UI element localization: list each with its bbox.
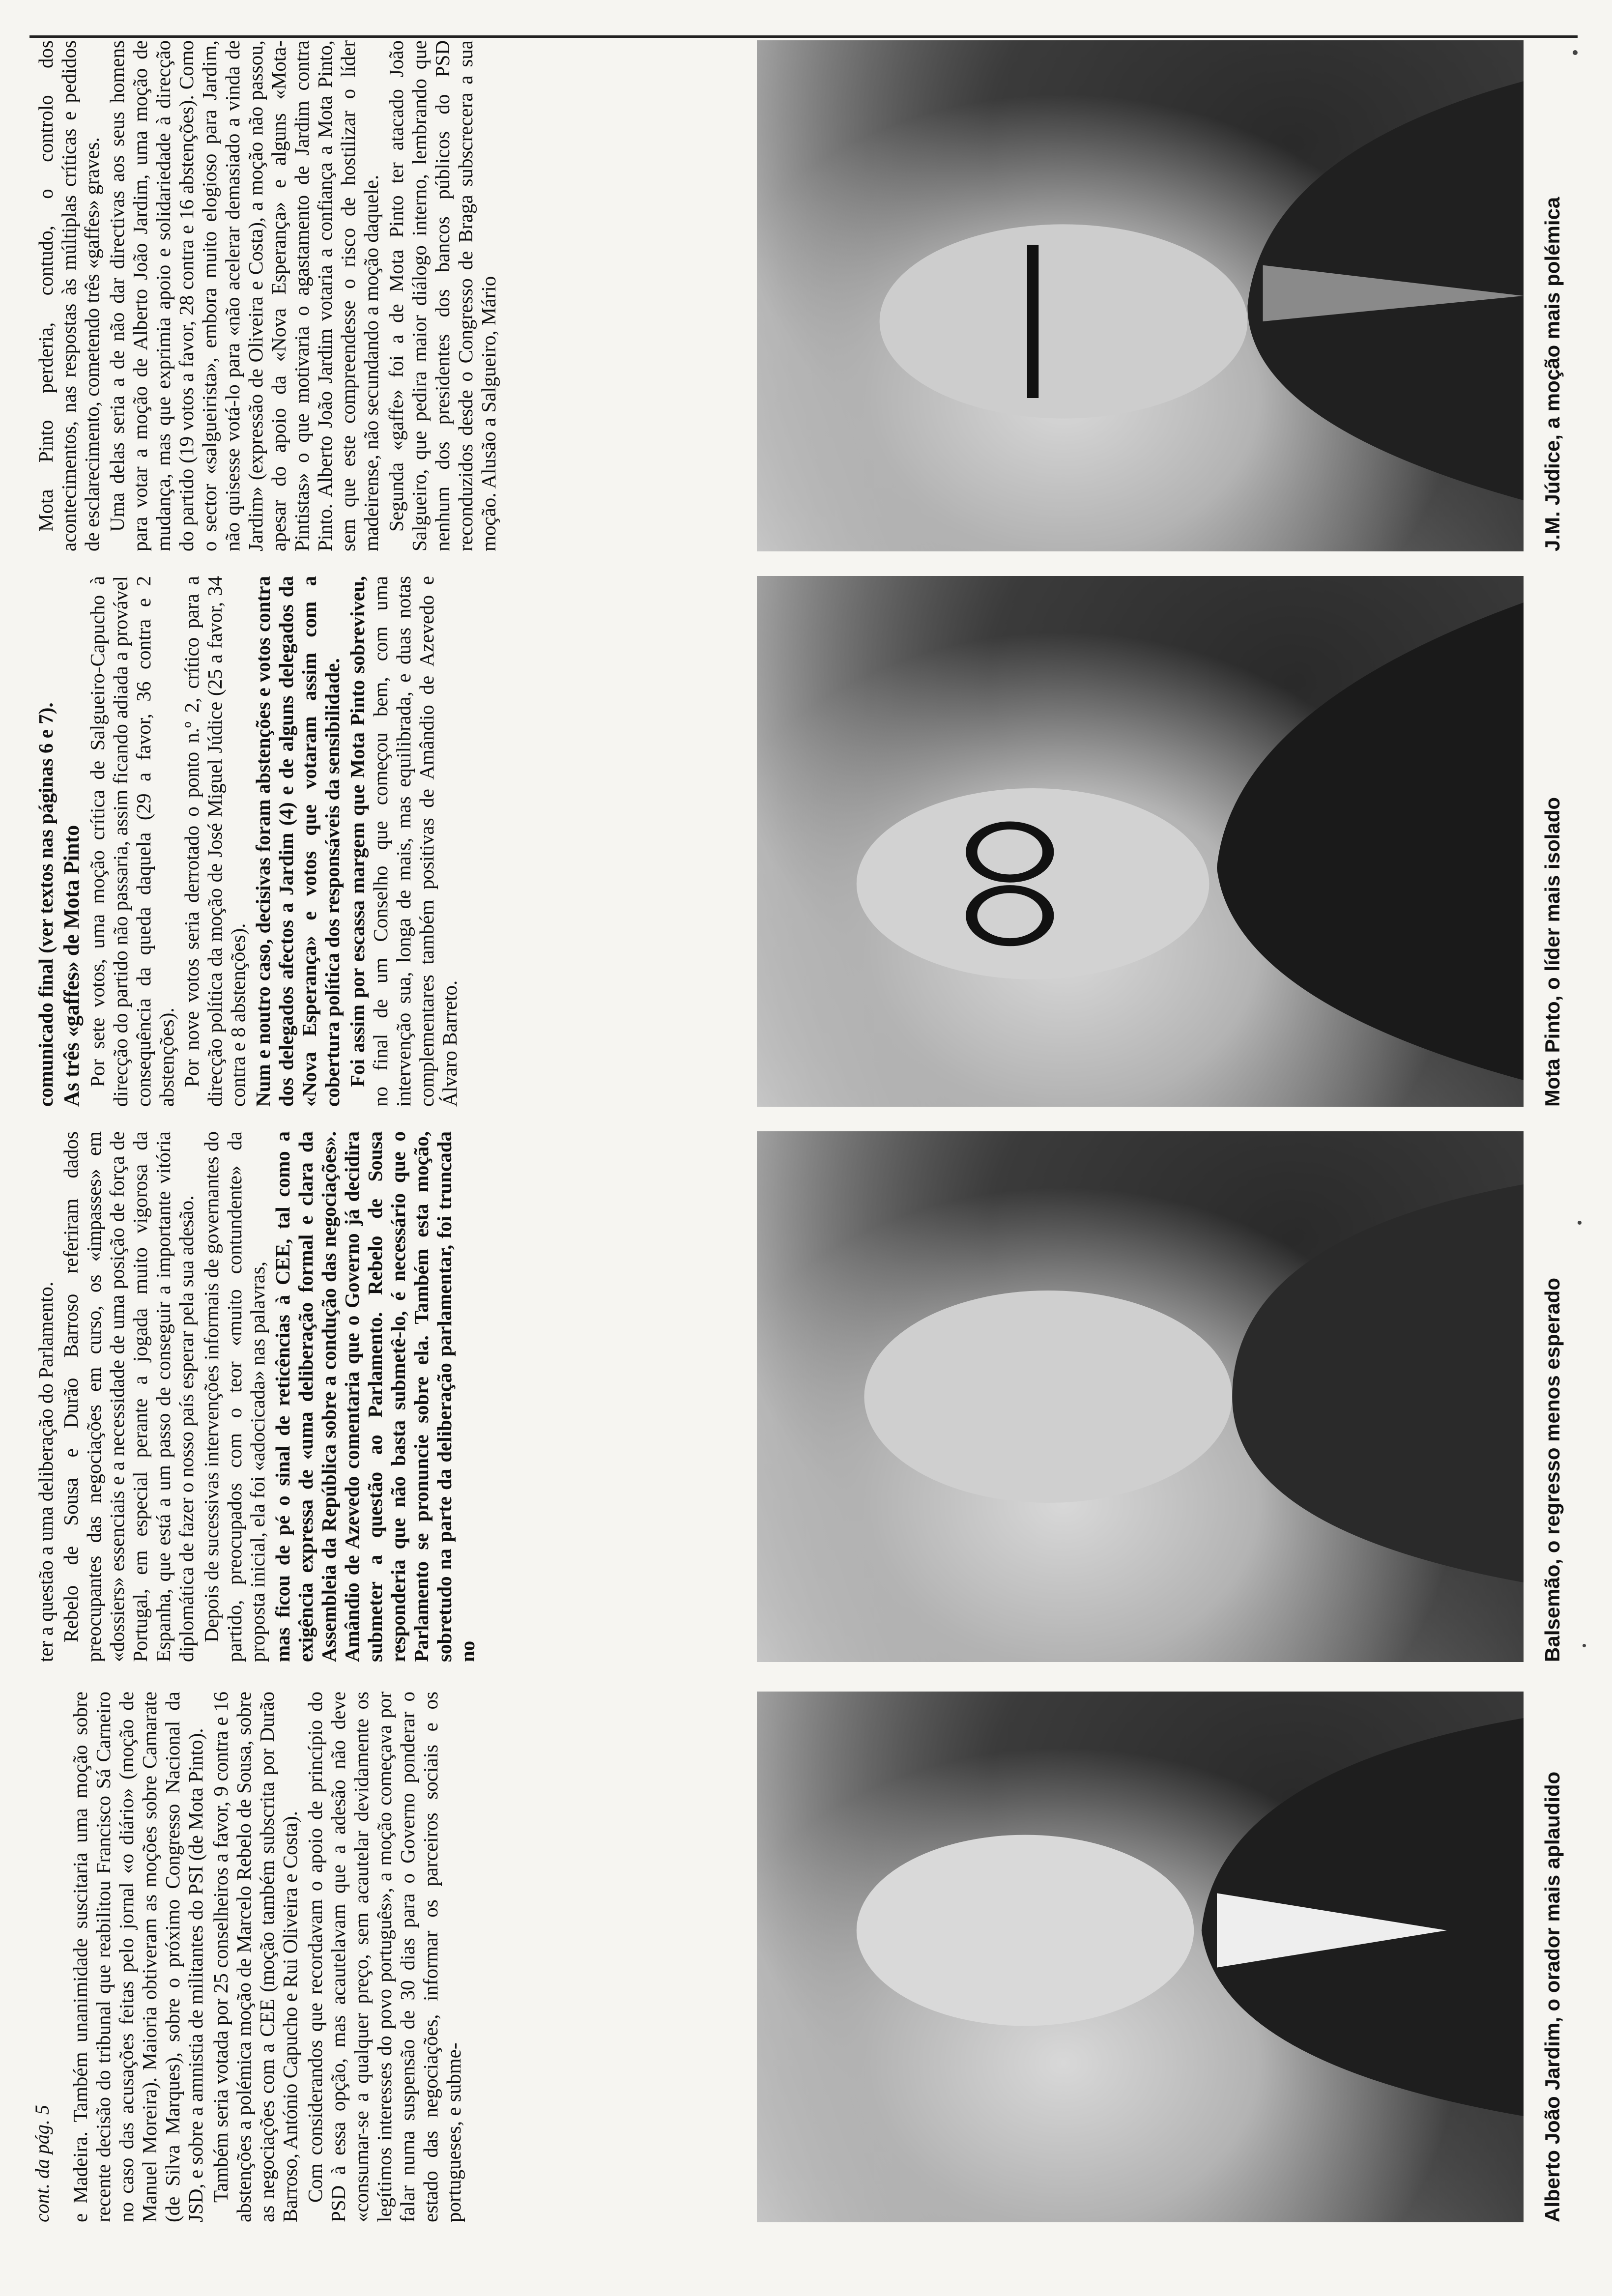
right-border-rule: [29, 35, 1578, 38]
continuation-header: cont. da pág. 5: [31, 2105, 53, 2222]
paragraph: Também seria votada por 25 conselheiros a favor, 9 contra e 16 abstenções a polémica moção de Marcelo Rebelo de Sousa, sobre as negociações com a CEE (moção também subscrita por Durão Barroso, António Capucho e Rui Oliveira e Costa).: [209, 1692, 301, 2222]
photo-jardim: [757, 1692, 1524, 2222]
portrait-silhouette-icon: [757, 1692, 1524, 2222]
paragraph: Rebelo de Sousa e Durão Barroso referiram dados preocupantes das negociações em curso, os «impasses» em «dossiers» essenciais e a necessidade de uma posição de força de Portugal, em especial perante a jogada muito vigorosa da Espanha, que está a um passo de conseguir a importante vitória diplomática de fazer o nosso país esperar pela sua adesão.: [59, 1131, 198, 1662]
article-column-2: [34, 1131, 481, 1662]
scan-speck: [1583, 1644, 1586, 1647]
portrait-silhouette-icon: [757, 1131, 1524, 1662]
article-column-3: [34, 576, 463, 1107]
paragraph: Depois de sucessivas intervenções informais de governantes do partido, preocupados com o teor «muito contundente» da proposta inicial, ela foi «adocicada» nas palavras,: [200, 1131, 269, 1662]
photo-caption: J.M. Júdice, a moção mais polémica: [1541, 197, 1564, 551]
paragraph: Por sete votos, uma moção crítica de Salgueiro-Capucho à direcção do partido não passaria, assim ficando adiada a provável consequência da queda daquela (29 a favor, 36 contra e 2 abstenções).: [86, 576, 178, 1107]
scan-speck: [1578, 1221, 1582, 1225]
paragraph: Uma delas seria a de não dar directivas aos seus homens para votar a moção de Alberto João Jardim, uma moção de mudança, mas que exprimia apoio e solidariedade à direcção do partido (19 votos a favor, 28 contra e 16 abstenções). Como o sector «salgueirista», embora muito elogioso para Jardim, não quisesse votá-lo para «não acelerar demasiado a vinda de Jardim» (expressão de Oliveira e Costa), a moção não passou, apesar do apoio da «Nova Esperança» e alguns «Mota-Pintistas» o que motivaria o agastamento de Jardim contra Pinto. Alberto João Jardim votaria a confiança a Mota Pinto, sem que este compreendesse o risco de hostilizar o líder madeirense, não secundando a moção daquele.: [106, 40, 382, 551]
paragraph: Mota Pinto perderia, contudo, o controlo dos acontecimentos, nas respostas às múltiplas críticas e pedidos de esclarecimento, cometendo três «gaffes» graves.: [34, 40, 103, 551]
photo-caption: Alberto João Jardim, o orador mais aplaudido: [1541, 1771, 1564, 2222]
paragraph: e Madeira. Também unanimidade suscitaria uma moção sobre recente decisão do tribunal que reabilitou Francisco Sá Carneiro no caso das acusações feitas pelo jornal «o diário» (moção de Manuel Moreira). Maioria obtiveram as moções sobre Camarate (de Silva Marques), sobre o próximo Congresso Nacional da JSD, e sobre a amnistia de militantes do PSI (de Mota Pinto).: [69, 1692, 207, 2222]
paragraph: Com considerandos que recordavam o apoio de princípio do PSD à essa opção, mas acautelavam que a adesão não deve «consumar-se a qualquer preço, sem acautelar devidamente os legítimos interesses do povo português», a moção começava por falar numa suspensão de 30 dias para o Governo ponderar o estado das negociações, informar os parceiros sociais e os portugueses, e subme-: [304, 1692, 465, 2222]
article-column-4: [34, 40, 502, 551]
article-column-1: [69, 1692, 467, 2222]
paragraph-bold: Num e noutro caso, decisivas foram abstenções e votos contra dos delegados afectos a Jardim (4) e de alguns delegados da «Nova Esperança» e votos que votaram assim com a cobertura política dos responsáveis da sensibilidade.: [252, 576, 344, 1107]
paragraph: Por nove votos seria derrotado o ponto n.º 2, crítico para a direcção política da moção de José Miguel Júdice (25 a favor, 34 contra e 8 abstenções).: [180, 576, 249, 1107]
paragraph-tail: no final de um Conselho que começou bem, com uma intervenção sua, longa de mais, mas equilibrada, e duas notas complementares também positivas de Amândio de Azevedo e Álvaro Barreto.: [369, 576, 461, 1107]
paragraph-mixed: [346, 576, 461, 1107]
paragraph-bold: comunicado final (ver textos nas páginas 6 e 7).: [34, 702, 57, 1107]
photo-caption: Mota Pinto, o líder mais isolado: [1541, 797, 1564, 1107]
photo-caption: Balsemão, o regresso menos esperado: [1541, 1278, 1564, 1662]
portrait-silhouette-icon: [757, 576, 1524, 1107]
section-subheading: As três «gaffes» de Mota Pinto: [59, 825, 84, 1107]
photo-balsemao: [757, 1131, 1524, 1662]
paragraph: ter a questão a uma deliberação do Parlamento.: [34, 1281, 57, 1662]
scan-speck: [1573, 50, 1578, 55]
photo-judice: [757, 40, 1524, 551]
paragraph-bold: mas ficou de pé o sinal de reticências à CEE, tal como a exigência expressa de «uma deliberação formal e clara da Assembleia da República sobre a condução das negociações». Amândio de Azevedo comentaria que o Governo já decidira submeter a questão ao Parlamento. Rebelo de Sousa responderia que não basta submetê-lo, é necessário que o Parlamento se pronuncie sobre ela. Também esta moção, sobretudo na parte da deliberação parlamentar, foi truncada no: [271, 1131, 479, 1662]
photo-mota-pinto: [757, 576, 1524, 1107]
portrait-silhouette-icon: [757, 40, 1524, 551]
bold-lead: Foi assim por escassa margem que Mota Pinto sobreviveu,: [346, 576, 369, 1087]
paragraph: Segunda «gaffe» foi a de Mota Pinto ter atacado João Salgueiro, que pedira maior diálogo interno, lembrando que nenhum dos presidentes dos bancos públicos do PSD reconduzidos desde o Congresso de Braga subscrecera a sua moção. Alusão a Salgueiro, Mário: [385, 40, 500, 551]
